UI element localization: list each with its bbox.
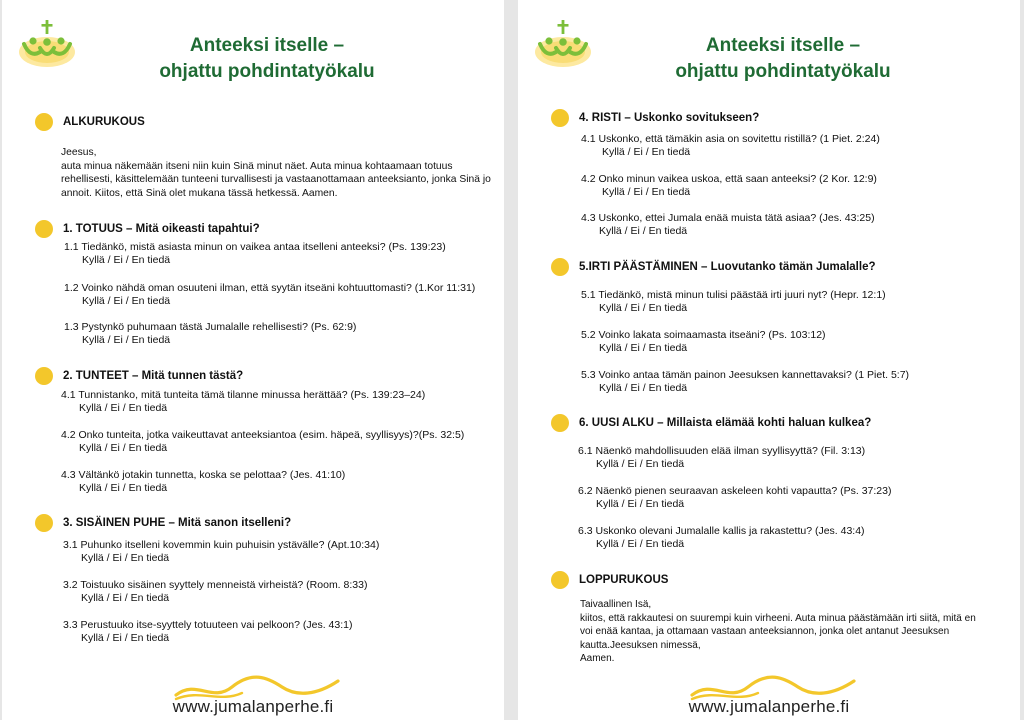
- question: 4.1 Uskonko, että tämäkin asia on sovitettu ristillä? (1 Piet. 2:24): [581, 133, 880, 145]
- section-5: [518, 258, 1020, 278]
- section-3: [2, 514, 504, 534]
- answer-options: Kyllä / Ei / En tiedä: [596, 458, 685, 470]
- bullet-dot-icon: [35, 514, 53, 532]
- section-title: LOPPURUKOUS: [579, 574, 669, 586]
- bullet-dot-icon: [551, 414, 569, 432]
- answer-options: Kyllä / Ei / En tiedä: [81, 632, 170, 644]
- answer-options: Kyllä / Ei / En tiedä: [596, 498, 685, 510]
- section-6: [518, 414, 1020, 434]
- question: 5.2 Voinko lakata soimaamasta itseäni? (Ps. 103:12): [581, 329, 826, 341]
- question: 4.1 Tunnistanko, mitä tunteita tämä tilanne minussa herättää? (Ps. 139:23–24): [61, 389, 426, 401]
- question: 6.3 Uskonko olevani Jumalalle kallis ja rakastettu? (Jes. 43:4): [578, 525, 865, 537]
- page-title: Anteeksi itselle – ohjattu pohdintatyökalu: [675, 35, 891, 82]
- jumalanperhe-logo-icon: [16, 18, 78, 70]
- closing-prayer: Taivaallinen Isä, kiitos, että rakkautesi on suurempi kuin virheeni. Auta minua päästämään irti siitä, mitä en voi enää kantaa, ja ottamaan vastaan anteeksiannon, jonka olet antanut Jeesuksen kautta.Jeesuksen nimessä, Aamen.: [580, 599, 976, 664]
- section-2: [2, 367, 504, 387]
- bullet-dot-icon: [551, 109, 569, 127]
- page-right: [518, 0, 1020, 720]
- question: 3.3 Perustuuko itse-syyttely totuuteen vai pelkoon? (Jes. 43:1): [63, 619, 353, 631]
- jumalanperhe-logo-icon: [532, 18, 594, 70]
- section-loppurukous: [518, 571, 1020, 591]
- question: 6.2 Näenkö pienen seuraavan askeleen kohti vapautta? (Ps. 37:23): [578, 485, 892, 497]
- question: 3.1 Puhunko itselleni kovemmin kuin puhuisin ystävälle? (Apt.10:34): [63, 539, 380, 551]
- bullet-dot-icon: [551, 258, 569, 276]
- section-title: 2. TUNTEET – Mitä tunnen tästä?: [63, 370, 244, 382]
- answer-options: Kyllä / Ei / En tiedä: [82, 254, 171, 266]
- opening-prayer: Jeesus, auta minua näkemään itseni niin kuin Sinä minut näet. Auta minua kohtaamaan totuus rehellisesti, käsittelemään tunteeni turvallisesti ja vastaanottamaan anteeksianto, jonka Sinä jo annoit. Kiitos, että Sinä olet mukana tässä hetkessä. Aamen.: [61, 147, 491, 199]
- answer-options: Kyllä / Ei / En tiedä: [79, 442, 168, 454]
- website-url[interactable]: www.jumalanperhe.fi: [172, 697, 334, 716]
- section-title: 5.IRTI PÄÄSTÄMINEN – Luovutanko tämän Jumalalle?: [579, 261, 876, 273]
- question: 4.3 Vältänkö jotakin tunnetta, koska se pelottaa? (Jes. 41:10): [61, 469, 346, 481]
- bullet-dot-icon: [551, 571, 569, 589]
- section-alkurukous: [2, 113, 504, 133]
- section-title: ALKURUKOUS: [63, 116, 145, 128]
- question: 1.2 Voinko nähdä oman osuuteni ilman, että syytän itseäni kohtuuttomasti? (1.Kor 11:31): [64, 282, 476, 294]
- answer-options: Kyllä / Ei / En tiedä: [596, 538, 685, 550]
- page-left: [2, 0, 504, 720]
- section-title: 4. RISTI – Uskonko sovitukseen?: [579, 112, 760, 124]
- answer-options: Kyllä / Ei / En tiedä: [599, 302, 688, 314]
- answer-options: Kyllä / Ei / En tiedä: [82, 334, 171, 346]
- section-4: [518, 109, 1020, 129]
- question: 3.2 Toistuuko sisäinen syyttely menneistä virheistä? (Room. 8:33): [63, 579, 368, 591]
- answer-options: Kyllä / Ei / En tiedä: [79, 402, 168, 414]
- answer-options: Kyllä / Ei / En tiedä: [599, 225, 688, 237]
- answer-options: Kyllä / Ei / En tiedä: [599, 342, 688, 354]
- section-title: 1. TOTUUS – Mitä oikeasti tapahtui?: [63, 223, 260, 235]
- answer-options: Kyllä / Ei / En tiedä: [599, 382, 688, 394]
- bullet-dot-icon: [35, 367, 53, 385]
- question: 1.3 Pystynkö puhumaan tästä Jumalalle rehellisesti? (Ps. 62:9): [64, 321, 357, 333]
- answer-options: Kyllä / Ei / En tiedä: [79, 482, 168, 494]
- answer-options: Kyllä / Ei / En tiedä: [602, 186, 691, 198]
- answer-options: Kyllä / Ei / En tiedä: [81, 552, 170, 564]
- question: 1.1 Tiedänkö, mistä asiasta minun on vaikea antaa itselleni anteeksi? (Ps. 139:23): [64, 241, 446, 253]
- section-1: [2, 220, 504, 240]
- answer-options: Kyllä / Ei / En tiedä: [82, 295, 171, 307]
- question: 4.2 Onko tunteita, jotka vaikeuttavat anteeksiantoa (esim. häpeä, syyllisyys)?(Ps. 32:5): [61, 429, 465, 441]
- answer-options: Kyllä / Ei / En tiedä: [602, 146, 691, 158]
- bullet-dot-icon: [35, 220, 53, 238]
- section-title: 3. SISÄINEN PUHE – Mitä sanon itselleni?: [63, 517, 292, 529]
- question: 4.3 Uskonko, ettei Jumala enää muista tätä asiaa? (Jes. 43:25): [581, 212, 875, 224]
- question: 5.1 Tiedänkö, mistä minun tulisi päästää irti juuri nyt? (Hepr. 12:1): [581, 289, 886, 301]
- bullet-dot-icon: [35, 113, 53, 131]
- question: 6.1 Näenkö mahdollisuuden elää ilman syyllisyyttä? (Fil. 3:13): [578, 445, 866, 457]
- section-title: 6. UUSI ALKU – Millaista elämää kohti haluan kulkea?: [579, 417, 872, 429]
- page-title: Anteeksi itselle – ohjattu pohdintatyökalu: [159, 35, 375, 82]
- website-url[interactable]: www.jumalanperhe.fi: [688, 697, 850, 716]
- question: 5.3 Voinko antaa tämän painon Jeesuksen kannettavaksi? (1 Piet. 5:7): [581, 369, 910, 381]
- answer-options: Kyllä / Ei / En tiedä: [81, 592, 170, 604]
- question: 4.2 Onko minun vaikea uskoa, että saan anteeksi? (2 Kor. 12:9): [581, 173, 877, 185]
